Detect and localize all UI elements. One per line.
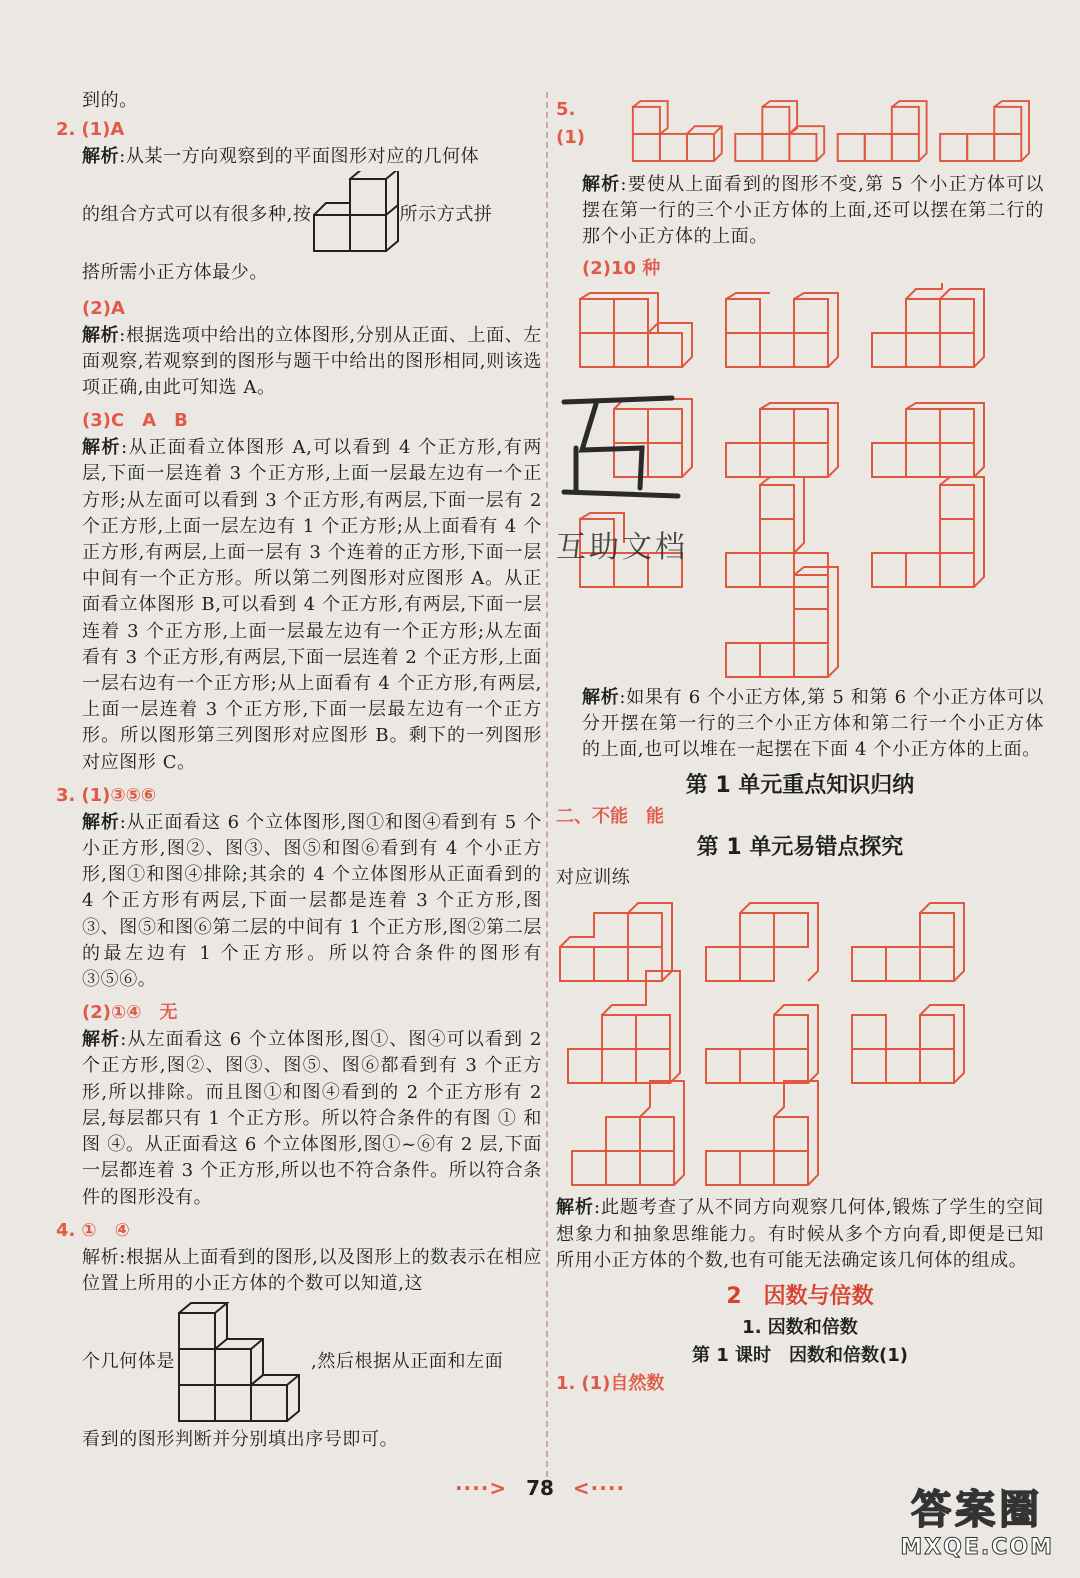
q2-2-answer: (2)A: [82, 297, 125, 319]
training-cube-figures: [556, 891, 996, 1191]
q3-number: 3.: [56, 784, 76, 806]
q2-1-analysis-figure-line: [56, 170, 542, 260]
analysis-text: 的组合方式可以有很多种,按: [82, 204, 312, 226]
left-column: [56, 88, 542, 1453]
cube-stack-figure: [312, 171, 400, 259]
q2-1-answer: [56, 116, 542, 144]
continued-text: 到的。: [82, 90, 138, 111]
analysis-text: :从正面看这 6 个立体图形,图①和图④看到有 5 个小正方形,图②、图③、图⑤和图⑥看到有 4 个小正方形,图①和图④排除;其余的 4 个立体图形从正面看到的 4 个正方形有两层,下面一层都是连着 3 个正方形,图③、图⑤和图⑥第二层的中间有 1 个正方形,图②第二层的最左边有 1 个正方形。所以符合条件的图形有③⑤⑥。: [82, 811, 543, 991]
analysis-text: :要使从上面看到的图形不变,第 5 个小正方体可以摆在第一行的三个小正方体的上面,还可以摆在第二行的那个小正方体的上面。: [582, 174, 1045, 248]
q5-1-analysis: [556, 172, 1044, 251]
analysis-label: 解析: [82, 811, 120, 833]
analysis-text: :根据选项中给出的立体图形,分别从正面、上面、左面观察,若观察到的图形与题干中给出的图形相同,则该选项正确,由此可知选 A。: [82, 324, 542, 399]
answer-text: (1)A: [81, 119, 125, 141]
q5-2-analysis: [556, 685, 1044, 764]
analysis-label: 解析: [82, 324, 120, 346]
column-divider: [546, 92, 548, 1487]
q2-1-analysis-end: 搭所需小正方体最少。: [82, 262, 268, 284]
analysis-label: 解析: [82, 437, 122, 459]
cube-structure-figure: [175, 1299, 311, 1425]
analysis-text: 个几何体是: [82, 1351, 175, 1372]
analysis-text: :从某一方向观察到的平面图形对应的几何体: [119, 146, 480, 168]
nav-arrow-right-icon: <····: [572, 1476, 626, 1500]
q2-2-analysis: [56, 323, 542, 402]
q2-number: 2.: [56, 119, 76, 141]
analysis-label: 解析: [82, 146, 120, 168]
analysis-label: 解析: [582, 174, 621, 195]
q4-analysis: 解析:根据从上面看到的图形,以及图形上的数表示在相应位置上所用的小正方体的个数可以知道,这: [82, 1246, 542, 1294]
analysis-text: :如果有 6 个小正方体,第 5 和第 6 个小正方体可以分开摆在第一行的三个小正方体和第二行一个小正方体的上面,也可以堆在一起摆在下面 4 个小正方体的上面。: [582, 686, 1044, 761]
logo-main-text: 答案圈: [911, 1487, 1044, 1533]
analysis-text: :从正面看立体图形 A,可以看到 4 个正方形,有两层,下面一层连着 3 个正方形,上面一层最左边有一个正方形;从左面可以看到 3 个正方形,有两层,下面一层有 2 个正方形,上面一层左边有 1 个正方形;从上面看有 4 个正方形,有两层,上面一层有 3 个连着的正方形,下面一层中间有一个正方形。所以第二列图形对应图形 A。从正面看立体图形 B,可以看到 4 个正方形,有两层,下面一层连着 3 个正方形,上面一层最左边有一个正方形;从左面看有 3 个正方形,有两层,下面一层连着 2 个正方形,上面一层右边有一个正方形;从上面看有 4 个正方形,有两层,上面一层连着 3 个正方形,下面一层最左边有一个正方形。所以图形第三列图形对应图形 B。剩下的一列图形对应图形 C。: [82, 437, 542, 773]
q2-3-analysis: [56, 435, 542, 776]
right-column: [556, 96, 1044, 1398]
answer-text: ① ④: [81, 1219, 130, 1241]
unit1-errors-heading: 第 1 单元易错点探究: [696, 835, 904, 861]
q3-1-answer: [56, 782, 542, 810]
q5-1-figure-row: [556, 96, 1044, 168]
analysis-text: :此题考查了从不同方向观察几何体,锻炼了学生的空间想象力和抽象思维能力。有时候从多个方向看,即便是已知所用小正方体的个数,也有可能无法确定该几何体的组成。: [556, 1197, 1044, 1271]
page-number: 78: [526, 1476, 554, 1500]
q3-2-analysis: [56, 1027, 542, 1210]
training-label: 对应训练: [556, 867, 631, 889]
chapter2-subheading: 1. 因数和倍数: [742, 1317, 858, 1339]
watermark-stamp: [556, 392, 686, 522]
q1-number: 1.: [556, 1373, 576, 1395]
q4-analysis-figure-line: [56, 1297, 542, 1427]
analysis-label: 解析: [556, 1197, 594, 1219]
q3-2-answer: (2)①④ 无: [82, 1002, 178, 1024]
q2-1-analysis: [56, 144, 542, 170]
unit1-summary-heading: 第 1 单元重点知识归纳: [685, 773, 915, 799]
answer-text: (1)③⑤⑥: [81, 784, 157, 806]
watermark-text: 互助文档: [556, 530, 688, 565]
unit1-summary-answer: 二、不能 能: [556, 806, 664, 828]
watermark-glyph: 互: [556, 392, 557, 393]
q3-1-analysis: [56, 810, 542, 993]
answer-text: (1): [556, 127, 585, 148]
q4-analysis-end: 看到的图形判断并分别填出序号即可。: [82, 1429, 399, 1451]
analysis-text: :从左面看这 6 个立体图形,图①、图④可以看到 2 个正方形,图②、图③、图⑤、图⑥都看到有 3 个正方形,所以排除。而且图①和图④看到的 2 个正方形有 2 层,每层都只有 1 个正方形。所以符合条件的有图 ① 和图 ④。从正面看这 6 个立体图形,图①~⑥有 2 层,下面一层都连着 3 个正方形,所以也不符合条件。所以符合条件的图形没有。: [82, 1029, 542, 1208]
site-logo: [900, 1478, 1054, 1560]
analysis-label: 解析: [582, 686, 620, 708]
logo-domain-text: MXQE.COM: [900, 1535, 1054, 1560]
analysis-label: 解析: [82, 1029, 121, 1051]
q4-number: 4.: [56, 1219, 76, 1241]
analysis-text: 所示方式拼: [399, 204, 493, 226]
q4-answer: [56, 1217, 542, 1245]
training-analysis: [556, 1195, 1044, 1274]
chapter2-heading: 2 因数与倍数: [726, 1284, 874, 1310]
nav-arrow-left-icon: ····>: [454, 1476, 508, 1500]
q5-2-answer: (2)10 种: [582, 257, 661, 279]
q5-number: 5.: [556, 99, 576, 120]
answer-text: (1)自然数: [581, 1373, 665, 1395]
analysis-text: ,然后根据从正面和左面: [311, 1351, 504, 1372]
q1-answer: [556, 1370, 1044, 1398]
lesson-heading: 第 1 课时 因数和倍数(1): [691, 1345, 909, 1367]
q5-1-cube-figures: [629, 96, 1044, 168]
q5-1-answer: [556, 96, 609, 152]
q2-3-answer: (3)C A B: [82, 410, 188, 432]
